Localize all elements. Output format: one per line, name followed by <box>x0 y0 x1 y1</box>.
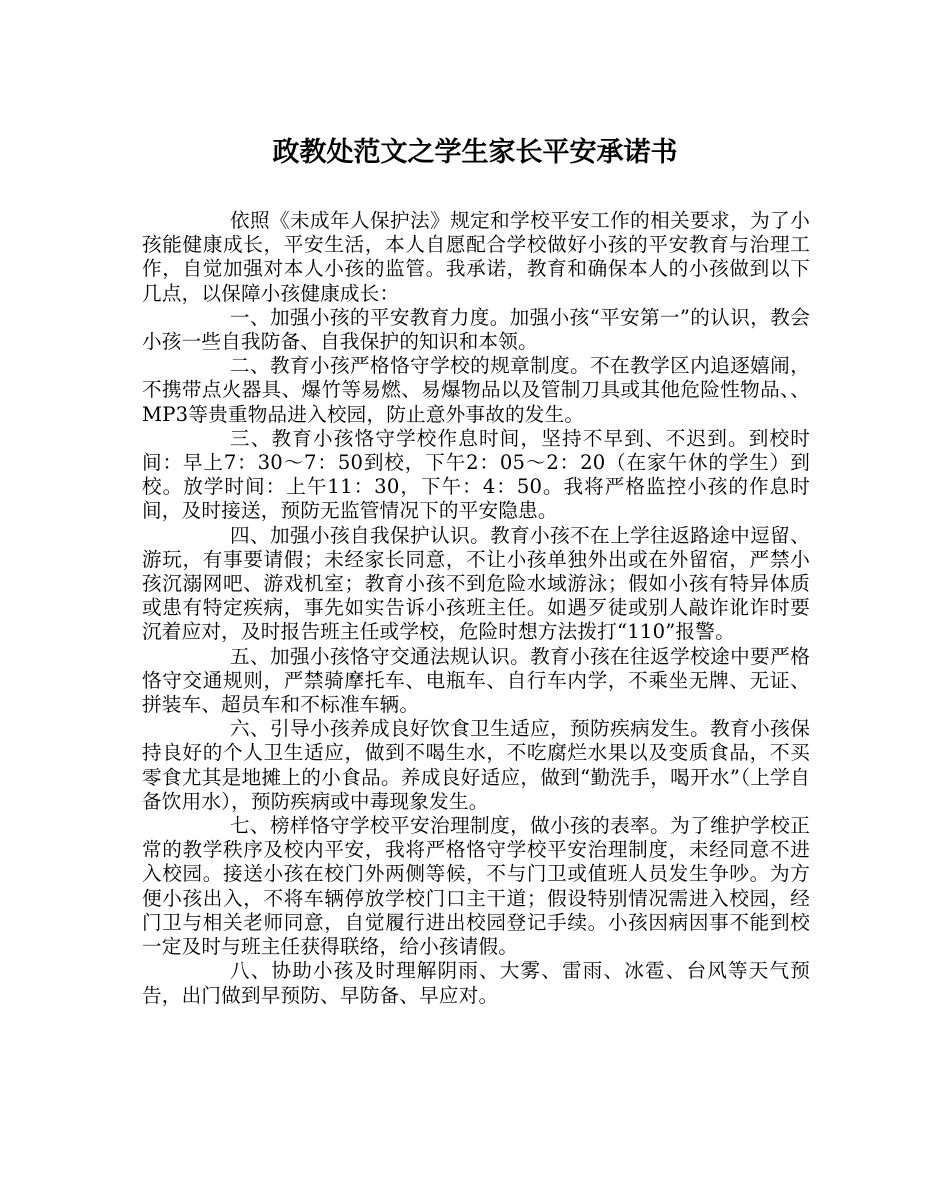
clause-paragraph-7: 七、榜样恪守学校平安治理制度，做小孩的表率。为了维护学校正常的教学秩序及校内平安，我将严格恪守学校平安治理制度，未经同意不进入校园。接送小孩在校门外两侧等候，不与门卫或值班人员发生争吵。为方便小孩出入，不将车辆停放学校门口主干道；假设特别情况需进入校园，经门卫与相关老师同意，自觉履行进出校园登记手续。小孩因病因事不能到校一定及时与班主任获得联络，给小孩请假。 <box>142 814 810 959</box>
clause-paragraph-5: 五、加强小孩恪守交通法规认识。教育小孩在往返学校途中要严格恪守交通规则，严禁骑摩托车、电瓶车、自行车内学，不乘坐无牌、无证、拼装车、超员车和不标准车辆。 <box>142 644 810 717</box>
clause-paragraph-3: 三、教育小孩恪守学校作息时间，坚持不早到、不迟到。到校时间：早上7：30～7：50到校，下午2：05～2：20（在家午休的学生）到校。放学时间：上午11：30，下午：4：50。我将严格监控小孩的作息时间，及时接送，预防无监管情况下的平安隐患。 <box>142 426 810 523</box>
intro-paragraph: 依照《未成年人保护法》规定和学校平安工作的相关要求，为了小孩能健康成长，平安生活，本人自愿配合学校做好小孩的平安教育与治理工作，自觉加强对本人小孩的监管。我承诺，教育和确保本人的小孩做到以下几点，以保障小孩健康成长： <box>142 209 810 305</box>
clause-paragraph-8: 八、协助小孩及时理解阴雨、大雾、雷雨、冰雹、台风等天气预告，出门做到早预防、早防备、早应对。 <box>142 959 810 1007</box>
clause-paragraph-2: 二、教育小孩严格恪守学校的规章制度。不在教学区内追逐嬉闹，不携带点火器具、爆竹等易燃、易爆物品以及管制刀具或其他危险性物品、、MP3等贵重物品进入校园，防止意外事故的发生。 <box>142 354 810 426</box>
document-title: 政教处范文之学生家长平安承诺书 <box>272 137 678 168</box>
clause-paragraph-4: 四、加强小孩自我保护认识。教育小孩不在上学往返路途中逗留、游玩，有事要请假；未经家长同意，不让小孩单独外出或在外留宿，严禁小孩沉溺网吧、游戏机室；教育小孩不到危险水域游泳；假如小孩有特异体质或患有特定疾病，事先如实告诉小孩班主任。如遇歹徒或别人敲诈讹诈时要沉着应对，及时报告班主任或学校，危险时想方法拨打“110”报警。 <box>142 523 810 644</box>
document-body <box>142 209 810 1008</box>
clause-paragraph-1: 一、加强小孩的平安教育力度。加强小孩“平安第一”的认识，教会小孩一些自我防备、自我保护的知识和本领。 <box>142 305 810 354</box>
clause-paragraph-6: 六、引导小孩养成良好饮食卫生适应，预防疾病发生。教育小孩保持良好的个人卫生适应，做到不喝生水，不吃腐烂水果以及变质食品，不买零食尤其是地摊上的小食品。养成良好适应，做到“勤洗手，喝开水”（上学自备饮用水），预防疾病或中毒现象发生。 <box>142 717 810 813</box>
